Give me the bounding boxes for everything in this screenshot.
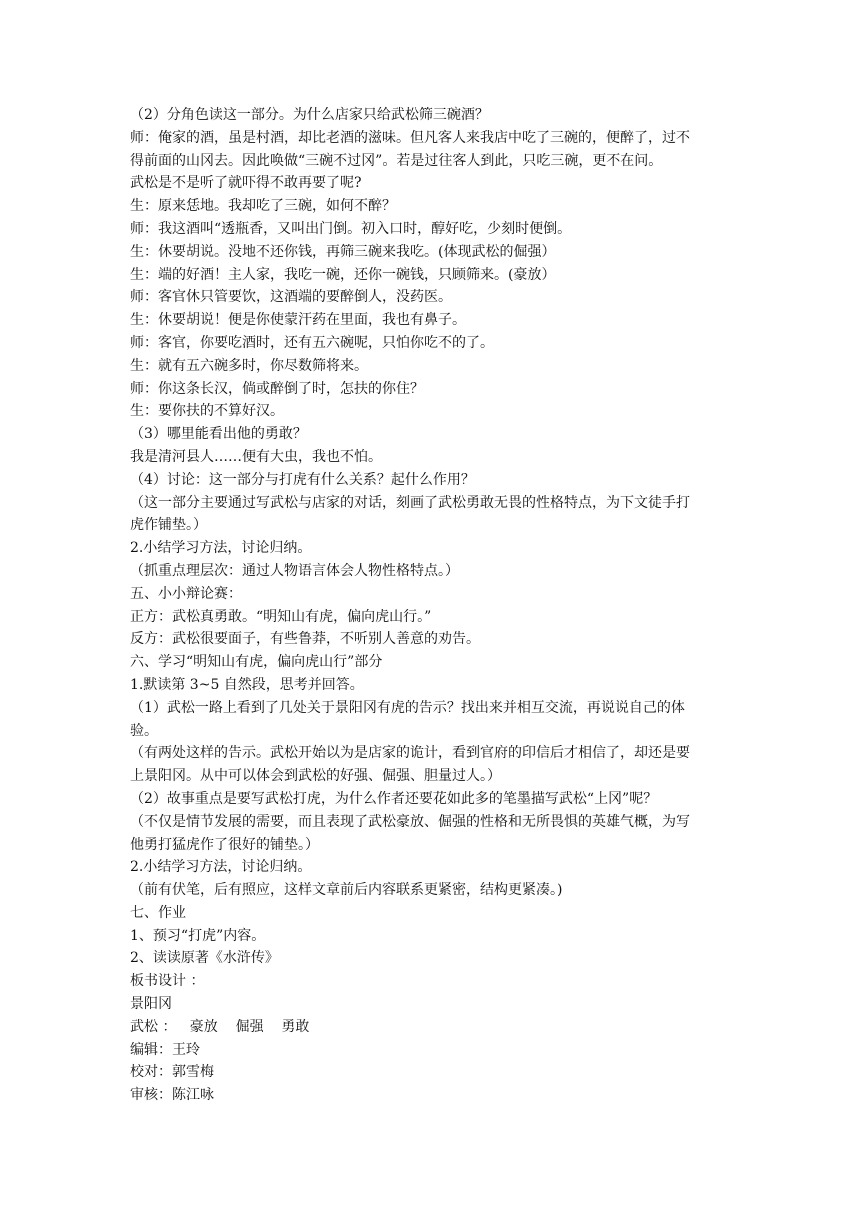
proofreader-credit: 校对：郭雪梅 [130, 1064, 214, 1081]
question-2b: （2）故事重点是要写武松打虎，为什么作者还要花如此多的笔墨描写武松“上冈”呢？ [130, 790, 658, 807]
summary-heading: 2.小结学习方法，讨论归纳。 [130, 859, 312, 876]
student-line: 生：原来恁地。我却吃了三碗，如何不醉？ [130, 198, 396, 215]
editor-credit: 编辑：王玲 [130, 1041, 200, 1058]
question-text: 武松是不是听了就吓得不敢再要了呢? [130, 175, 362, 192]
teacher-line-continued: 得前面的山冈去。因此唤做“三碗不过冈”。若是过往客人到此，只吃三碗，更不在问。 [130, 152, 663, 169]
question-3: （3）哪里能看出他的勇敢？ [130, 426, 307, 443]
reviewer-credit: 审核：陈江咏 [130, 1087, 214, 1104]
summary-text: （抓重点理层次：通过人物语言体会人物性格特点。） [130, 562, 459, 579]
teacher-line: 师：我这酒叫“透瓶香，又叫出门倒。初入口时，醇好吃，少刻时便倒。 [130, 220, 572, 237]
teacher-line: 师：客官休只管要饮，这酒端的要醉倒人，没药医。 [130, 289, 452, 306]
debate-pro: 正方：武松真勇敢。“明知山有虎，偏向虎山行。” [130, 608, 432, 625]
board-traits: 武松 ： 豪放 倔强 勇敢 [130, 1018, 310, 1035]
section-heading-5: 五、小小辩论赛： [130, 585, 242, 602]
student-line: 生：休要胡说。没地不还你钱，再筛三碗来我吃。(体现武松的倔强） [130, 243, 556, 260]
student-line: 生：休要胡说！便是你使蒙汗药在里面，我也有鼻子。 [130, 312, 466, 329]
question-2: （2）分角色读这一部分。为什么店家只给武松筛三碗酒？ [130, 107, 489, 123]
student-line: 生：就有五六碗多时，你尽数筛将来。 [130, 357, 368, 374]
teacher-line: 师：你这条长汉，倘或醉倒了时，怎扶的你住？ [130, 380, 424, 397]
section-heading-6: 六、学习“明知山有虎，偏向虎山行”部分 [130, 654, 383, 671]
teacher-line: 师：客官，你要吃酒时，还有五六碗呢，只怕你吃不的了。 [130, 334, 494, 351]
summary-text: （前有伏笔，后有照应，这样文章前后内容联系更紧密，结构更紧凑。) [130, 882, 563, 899]
student-line: 生：要你扶的不算好汉。 [130, 403, 284, 420]
question-1: （1）武松一路上看到了几处关于景阳冈有虎的告示？找出来并相互交流，再说说自己的体 [130, 699, 685, 716]
document-body [130, 104, 740, 1107]
answer-text-continued: 上景阳冈。从中可以体会到武松的好强、倔强、胆量过人。） [130, 768, 501, 785]
board-title: 景阳冈 [130, 996, 172, 1013]
homework-item-1: 1、预习“打虎”内容。 [130, 927, 266, 944]
answer-text: （不仅是情节发展的需要，而且表现了武松豪放、倔强的性格和无所畏惧的英雄气概，为写 [130, 813, 690, 830]
answer-text: （这一部分主要通过写武松与店家的对话，刻画了武松勇敢无畏的性格特点，为下文徒手打 [130, 494, 690, 511]
reading-task: 1.默读第 3~5 自然段，思考并回答。 [130, 676, 364, 693]
question-1-continued: 验。 [130, 722, 158, 739]
answer-text: （有两处这样的告示。武松开始以为是店家的诡计，看到官府的印信后才相信了，却还是要 [130, 745, 690, 762]
teacher-line: 师：俺家的酒，虽是村酒，却比老酒的滋味。但凡客人来我店中吃了三碗的，便醉了，过不 [130, 129, 690, 146]
answer-text-continued: 虎作铺垫。） [130, 517, 207, 534]
board-design-heading: 板书设计 ： [130, 973, 205, 990]
question-4: （4）讨论：这一部分与打虎有什么关系？起什么作用？ [130, 471, 475, 488]
debate-con: 反方：武松很要面子，有些鲁莽，不听别人善意的劝告。 [130, 631, 480, 648]
answer-text-continued: 他勇打猛虎作了很好的铺垫。） [130, 836, 319, 853]
summary-heading: 2.小结学习方法，讨论归纳。 [130, 540, 312, 557]
answer-text: 我是清河县人……便有大虫，我也不怕。 [130, 448, 382, 465]
homework-item-2: 2、读读原著《水浒传》 [130, 950, 279, 967]
section-heading-7: 七、作业 [130, 904, 186, 921]
student-line: 生：端的好酒！主人家，我吃一碗，还你一碗钱，只顾筛来。(豪放） [130, 266, 556, 283]
